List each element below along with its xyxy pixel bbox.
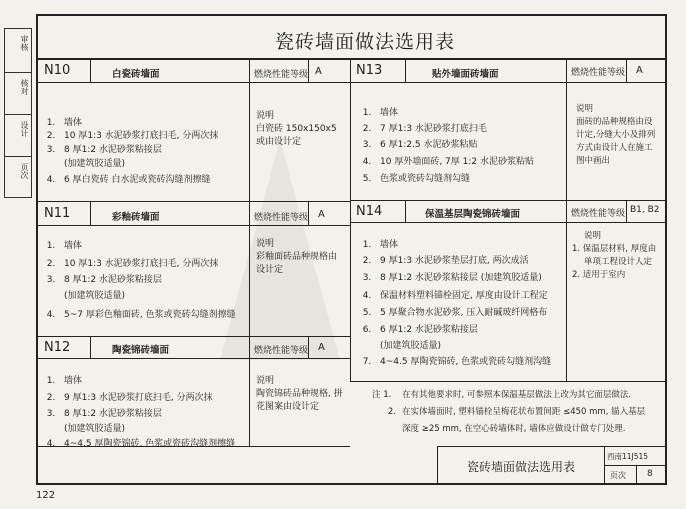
list-item: (加建筑胶适量) — [64, 291, 126, 301]
titleblock-page-number: 8 — [647, 469, 653, 479]
section-name-n10: 白瓷砖墙面 — [112, 69, 160, 80]
fire-rating-label: 燃烧性能等级 — [254, 346, 309, 356]
list-item: 1. 墙体 — [362, 108, 399, 118]
list-item: 7. 4~4.5 厚陶瓷锦砖, 色浆或瓷砖勾缝剂沟缝 — [362, 357, 552, 367]
list-item: 2. 7 厚1:3 水泥砂浆打底扫毛 — [362, 124, 487, 134]
list-item: (加建筑胶适量) — [380, 341, 442, 351]
list-item: 1. 墙体 — [362, 240, 399, 250]
section-name-n13: 贴外墙面砖墙面 — [432, 69, 499, 80]
list-item: 3. 8 厚1:2 水泥砂浆粘接层 — [46, 275, 162, 285]
list-item: 5. 色浆或瓷砖勾缝剂勾缝 — [362, 174, 471, 184]
titleblock-page-label: 页次 — [610, 471, 626, 480]
page-number: 122 — [36, 490, 56, 501]
list-item: 5. 5 厚聚合物水泥砂浆, 压入耐碱玻纤网格布 — [362, 308, 548, 318]
list-item: 2. 10 厚1:3 水泥砂浆打底扫毛, 分两次抹 — [46, 259, 219, 269]
strip-label-0: 审核 — [20, 35, 29, 51]
list-item: 2. 10 厚1:3 水泥砂浆打底扫毛, 分两次抹 — [46, 131, 219, 141]
footnote-1: 注 1. 在有其他要求时, 可参照本保温基层做法上改为其它面层做法. — [372, 390, 632, 400]
list-item: 1. 墙体 — [46, 241, 83, 251]
list-item: 1. 墙体 — [46, 118, 83, 128]
footnote-2-cont: 深度 ≥25 mm, 在空心砖墙体时, 墙体应做设计做专门处理. — [402, 424, 626, 434]
section-name-n11: 彩釉砖墙面 — [112, 212, 160, 223]
footnote-2: 2. 在实体墙面时, 塑料锚栓呈梅花状布置间距 ≤450 mm, 锚入基层 — [387, 407, 646, 417]
list-item: 4. 6 厚白瓷砖 白水泥或瓷砖沟缝剂擦缝 — [46, 175, 211, 185]
section-note-n10: 说明 白瓷砖 150x150x5 或由设计定 — [256, 111, 337, 147]
list-item: 4. 10 厚外墙面砖, 7厚 1:2 水泥砂浆粘贴 — [362, 157, 534, 167]
section-note-n13: 说明 面砖的品种规格由设 计定,分缝大小及排列 方式由设计人在施工 图中画出 — [576, 104, 656, 166]
section-note-n11: 说明 彩釉面砖品种规格由 设计定 — [256, 239, 338, 275]
page-title: 瓷砖墙面做法选用表 — [275, 31, 456, 53]
fire-grade-n11: A — [318, 209, 325, 220]
titleblock-atlas: 西南11J515 — [607, 452, 649, 461]
fire-grade-n10: A — [315, 66, 322, 77]
fire-grade-n13: A — [636, 65, 643, 76]
section-name-n14: 保温基层陶瓷锦砖墙面 — [425, 209, 521, 220]
section-code-n14: N14 — [356, 204, 383, 219]
strip-label-3: 页次 — [20, 163, 29, 179]
strip-label-1: 核对 — [20, 79, 29, 95]
list-item: 4. 保温材料塑料锚栓固定, 厚度由设计工程定 — [362, 291, 548, 301]
list-item: (加建筑胶适量) — [64, 424, 126, 434]
fire-rating-label: 燃烧性能等级 — [571, 209, 626, 219]
section-code-n13: N13 — [356, 63, 383, 78]
list-item: 4. 4~4.5 厚陶瓷锦砖, 色浆或瓷砖沟缝剂擦缝 — [46, 439, 236, 449]
list-item: 3. 8 厚1:2 水泥砂浆粘接层 (加建筑胶适量) — [362, 273, 542, 283]
fire-rating-label: 燃烧性能等级 — [571, 68, 626, 78]
list-item: 2. 9 厚1:3 水泥砂浆垫层打底, 两次成活 — [362, 256, 529, 266]
section-code-n12: N12 — [44, 340, 71, 355]
fire-grade-n12: A — [318, 342, 325, 353]
section-code-n10: N10 — [44, 63, 71, 78]
section-note-n14: 说明 1. 保温层材料, 厚度由 单项工程设计人定 2. 适用于室内 — [572, 231, 657, 280]
titleblock-name: 瓷砖墙面做法选用表 — [467, 460, 576, 474]
section-name-n12: 陶瓷锦砖墙面 — [112, 345, 170, 356]
list-item: 3. 8 厚1:2 水泥砂浆粘接层 — [46, 409, 162, 419]
approval-strip — [4, 28, 32, 198]
section-code-n11: N11 — [44, 206, 71, 221]
fire-rating-label: 燃烧性能等级 — [254, 70, 309, 80]
fire-grade-n14: B1, B2 — [630, 205, 660, 215]
strip-label-2: 设计 — [20, 121, 29, 137]
list-item: 3. 6 厚1:2.5 水泥砂浆粘贴 — [362, 140, 478, 150]
list-item: 6. 6 厚1:2 水泥砂浆粘接层 — [362, 325, 478, 335]
list-item: (加建筑胶适量) — [64, 159, 126, 169]
list-item: 4. 5~7 厚彩色釉面砖, 色浆或瓷砖勾缝剂擦缝 — [46, 310, 236, 320]
list-item: 3. 8 厚1:2 水泥砂浆粘接层 — [46, 145, 162, 155]
fire-rating-label: 燃烧性能等级 — [254, 213, 309, 223]
section-note-n12: 说明 陶瓷锦砖品种规格, 拼 花图案由设计定 — [256, 376, 343, 412]
list-item: 2. 9 厚1:3 水泥砂浆打底扫毛, 分两次抹 — [46, 393, 213, 403]
list-item: 1. 墙体 — [46, 376, 83, 386]
